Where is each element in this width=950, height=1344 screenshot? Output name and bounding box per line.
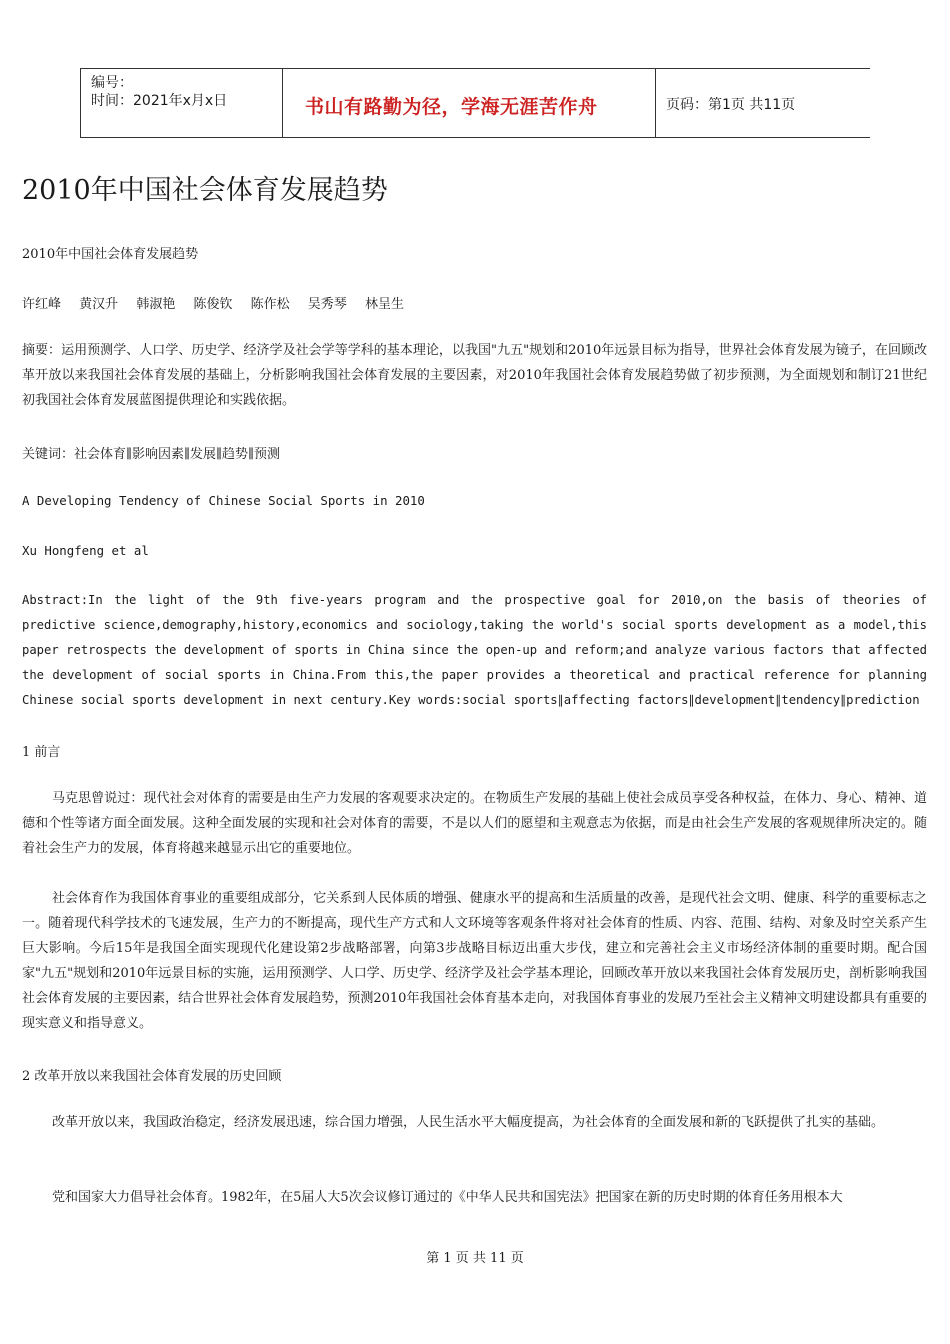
subtitle: 2010年中国社会体育发展趋势 — [22, 247, 199, 262]
title-en: A Developing Tendency of Chinese Social Sports in 2010 — [22, 493, 425, 508]
author-list — [22, 293, 418, 312]
page-footer: 第 1 页 共 11 页 — [426, 1251, 524, 1266]
document-title: 2010年中国社会体育发展趋势 — [22, 175, 388, 206]
page-code: 页码：第1页 共11页 — [666, 97, 796, 113]
author: 许红峰 — [22, 297, 62, 312]
author: 韩淑艳 — [136, 297, 176, 312]
abstract-en: Abstract:In the light of the 9th five-years program and the prospective goal for 2010,on the basis of theories of predictive science,demography,history,economics and sociology,taking the world's social sports development as a model,this paper retrospects the development of sports in China since the open-up and reform;and analyze various factors that affected the development of social sports in China.From this,the paper provides a theoretical and practical reference for planning Chinese social sports development in next century.Key words:social sports∥affecting factors∥development∥tendency∥prediction — [22, 593, 927, 707]
abstract-cn: 摘要：运用预测学、人口学、历史学、经济学及社会学等学科的基本理论，以我国"九五"规划和2010年远景目标为指导，世界社会体育发展为镜子，在回顾改革开放以来我国社会体育发展的基础上，分析影响我国社会体育发展的主要因素，对2010年我国社会体育发展趋势做了初步预测，为全面规划和制订21世纪初我国社会体育发展蓝图提供理论和实践依据。 — [22, 343, 927, 408]
author: 林呈生 — [364, 297, 404, 312]
section1-heading: 1 前言 — [22, 745, 61, 760]
author: 陈作松 — [250, 297, 290, 312]
section2-heading: 2 改革开放以来我国社会体育发展的历史回顾 — [22, 1069, 282, 1084]
header-meta-cell — [80, 69, 283, 137]
header-motto-cell — [282, 69, 656, 137]
author: 吴秀琴 — [307, 297, 347, 312]
serial-label: 编号： — [91, 75, 133, 91]
date-label: 时间：2021年x月x日 — [91, 93, 228, 109]
author: 黄汉升 — [79, 297, 119, 312]
author: 陈俊钦 — [193, 297, 233, 312]
section2-paragraph-1: 改革开放以来，我国政治稳定，经济发展迅速，综合国力增强，人民生活水平大幅度提高，为社会体育的全面发展和新的飞跃提供了扎实的基础。 — [52, 1115, 885, 1130]
keywords-cn: 关键词：社会体育∥影响因素∥发展∥趋势∥预测 — [22, 447, 281, 462]
author-en: Xu Hongfeng et al — [22, 543, 149, 558]
section2-paragraph-2: 党和国家大力倡导社会体育。1982年，在5届人大5次会议修订通过的《中华人民共和国宪法》把国家在新的历史时期的体育任务用根本大 — [52, 1190, 843, 1205]
section1-paragraph-2: 社会体育作为我国体育事业的重要组成部分，它关系到人民体质的增强、健康水平的提高和生活质量的改善，是现代社会文明、健康、科学的重要标志之一。随着现代科学技术的飞速发展，生产力的不断提高，现代生产方式和人文环境等客观条件将对社会体育的性质、内容、范围、结构、对象及时空关系产生巨大影响。今后15年是我国全面实现现代化建设第2步战略部署，向第3步战略目标迈出重大步伐，建立和完善社会主义市场经济体制的重要时期。配合国家"九五"规划和2010年远景目标的实施，运用预测学、人口学、历史学、经济学及社会学基本理论，回顾改革开放以来我国社会体育发展历史，剖析影响我国社会体育发展的主要因素，结合世界社会体育发展趋势，预测2010年我国社会体育基本走向，对我国体育事业的发展乃至社会主义精神文明建设都具有重要的现实意义和指导意义。 — [22, 891, 927, 1031]
section1-paragraph-1: 马克思曾说过：现代社会对体育的需要是由生产力发展的客观要求决定的。在物质生产发展的基础上使社会成员享受各种权益，在体力、身心、精神、道德和个性等诸方面全面发展。这种全面发展的实现和社会对体育的需要，不是以人们的愿望和主观意志为依据，而是由社会生产发展的客观规律所决定的。随着社会生产力的发展，体育将越来越显示出它的重要地位。 — [22, 791, 927, 856]
motto: 书山有路勤为径，学海无涯苦作舟 — [305, 96, 598, 118]
header-page-cell — [656, 69, 870, 137]
header-table — [80, 68, 870, 138]
